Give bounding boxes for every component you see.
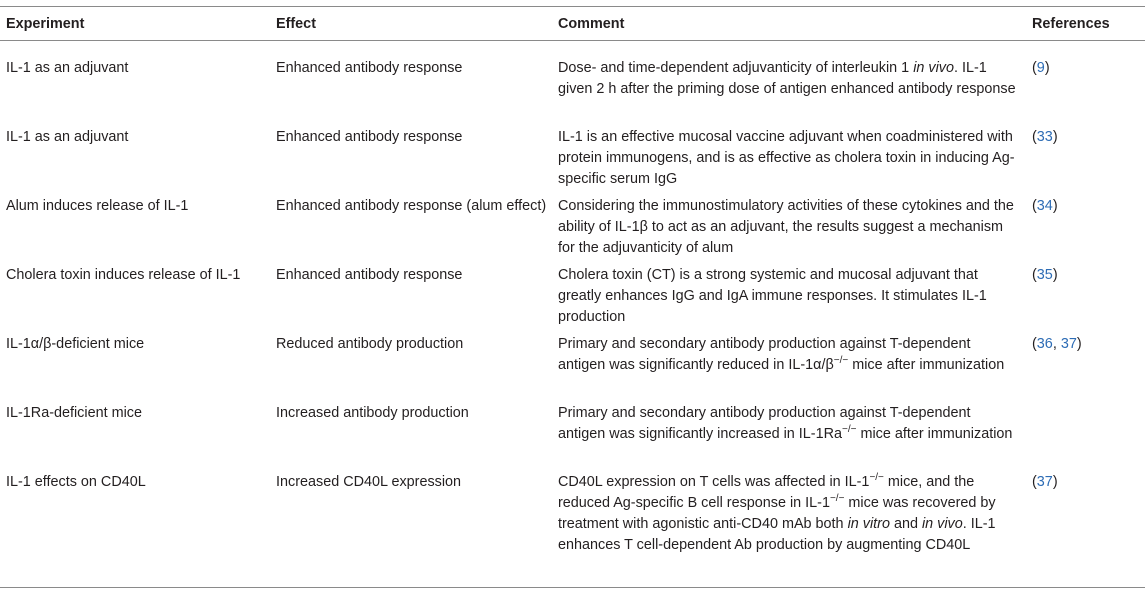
reference-link[interactable]: 37 [1036,474,1053,490]
header-rule [0,40,1145,41]
cell-effect: Reduced antibody production [276,336,464,352]
cell-comment: CD40L expression on T cells was affected in IL-1−/− mice, and the reduced Ag-specific B cell response in IL-1−/− mice was recovered by treatment with agonistic anti-CD40 mAb both in vitro and in vivo. IL-1 enhances T cell-dependent Ab production by augmenting CD40L [558,472,996,553]
reference-link[interactable]: 33 [1036,129,1053,145]
cell-comment: Cholera toxin (CT) is a strong systemic and mucosal adjuvant that greatly enhances IgG and IgA immune responses. It stimulates IL-1 production [558,267,987,325]
bottom-rule [0,587,1145,588]
header-effect: Effect [276,16,316,32]
cell-effect: Enhanced antibody response [276,60,463,76]
cell-effect: Enhanced antibody response (alum effect) [276,198,547,214]
cell-effect: Enhanced antibody response [276,267,463,283]
reference-link[interactable]: 9 [1036,60,1045,76]
cell-effect: Enhanced antibody response [276,129,463,145]
cell-effect: Increased CD40L expression [276,474,462,490]
header-experiment: Experiment [6,16,85,32]
cell-references: (35) [1032,267,1058,283]
cell-references: (36, 37) [1032,336,1082,352]
cell-references: (37) [1032,474,1058,490]
header-comment: Comment [558,16,625,32]
reference-link[interactable]: 37 [1060,336,1077,352]
cell-comment: Primary and secondary antibody production against T-dependent antigen was significantly increased in IL-1Ra−/− mice after immunization [558,405,1013,442]
header-references: References [1032,16,1110,32]
cell-references: (33) [1032,129,1058,145]
cell-experiment: IL-1 as an adjuvant [6,60,129,76]
reference-link[interactable]: 36 [1036,336,1053,352]
top-rule [0,6,1145,7]
cell-experiment: IL-1 as an adjuvant [6,129,129,145]
reference-link[interactable]: 35 [1036,267,1053,283]
cell-comment: IL-1 is an effective mucosal vaccine adjuvant when coadministered with protein immunogens, and is as effective as cholera toxin in inducing Ag-specific serum IgG [558,129,1015,187]
reference-link[interactable]: 34 [1036,198,1053,214]
cell-comment: Primary and secondary antibody production against T-dependent antigen was significantly reduced in IL-1α/β−/− mice after immunization [558,336,1005,373]
cell-comment: Considering the immunostimulatory activities of these cytokines and the ability of IL-1β to act as an adjuvant, the results suggest a mechanism for the adjuvanticity of alum [558,198,1014,256]
cell-experiment: IL-1α/β-deficient mice [6,336,145,352]
cell-references: (34) [1032,198,1058,214]
cell-comment: Dose- and time-dependent adjuvanticity of interleukin 1 in vivo. IL-1 given 2 h after the priming dose of antigen enhanced antibody response [558,60,1016,97]
cell-effect: Increased antibody production [276,405,469,421]
cell-experiment: IL-1 effects on CD40L [6,474,146,490]
cell-experiment: Cholera toxin induces release of IL-1 [6,267,241,283]
cell-experiment: Alum induces release of IL-1 [6,198,189,214]
cell-references: (9) [1032,60,1050,76]
cell-experiment: IL-1Ra-deficient mice [6,405,142,421]
